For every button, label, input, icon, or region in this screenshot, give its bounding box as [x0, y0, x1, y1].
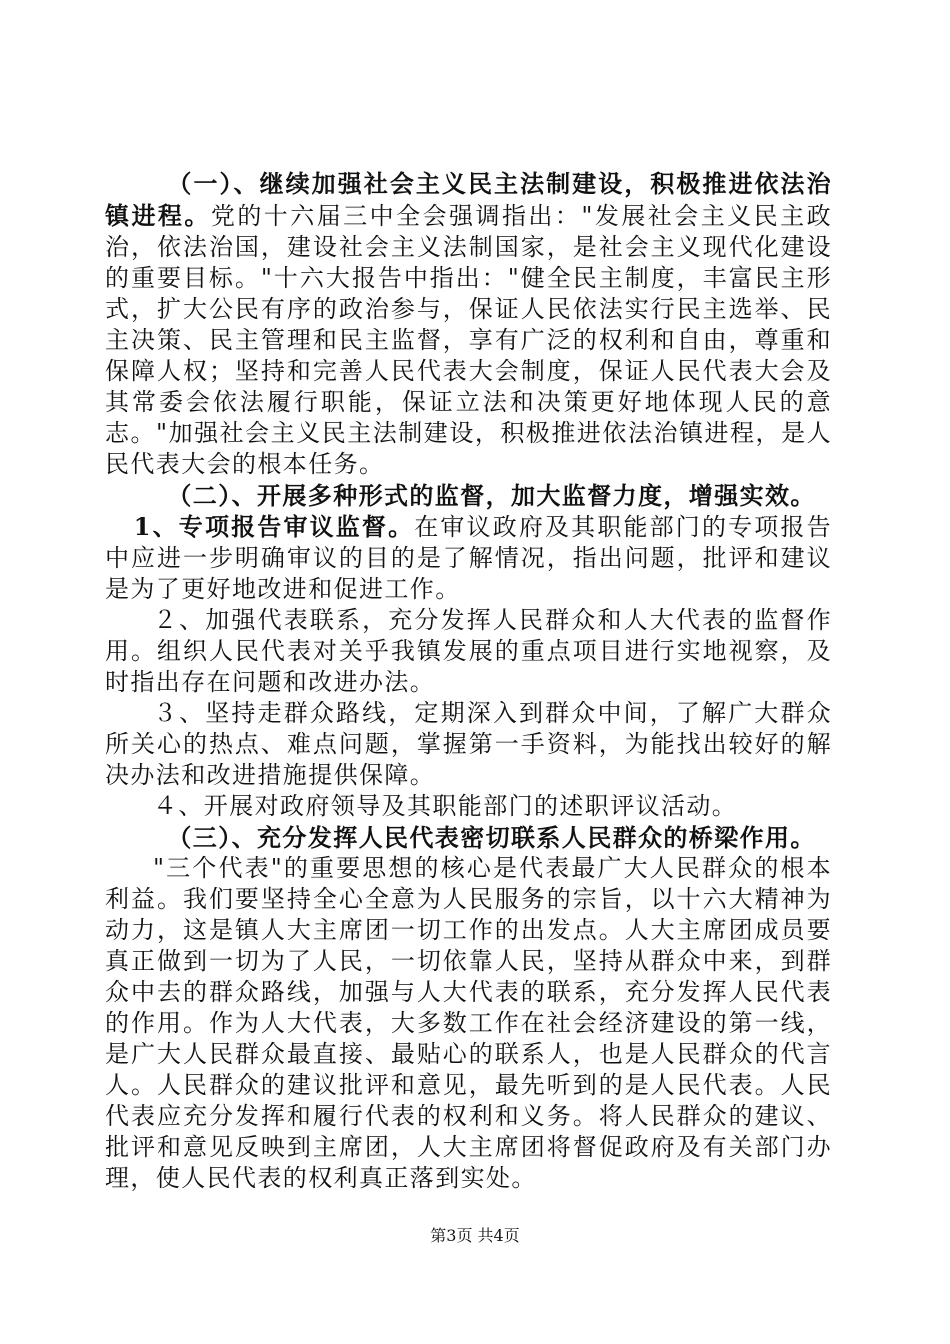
- document-page: [105, 168, 832, 1194]
- section-2-heading: （二）、开展多种形式的监督，加大监督力度，增强实效。: [167, 481, 816, 510]
- section-3-body: "三个代表"的重要思想的核心是代表最广大人民群众的根本利益。我们要坚持全心全意为人民服务的宗旨，以十六大精神为动力，这是镇人大主席团一切工作的出发点。人大主席团成员要真正做到一切为了人民，一切依靠人民，坚持从群众中来，到群众中去的群众路线，加强与人大代表的联系，充分发挥人民代表的作用。作为人大代表，大多数工作在社会经济建设的第一线，是广大人民群众最直接、最贴心的联系人，也是人民群众的代言人。人民群众的建议批评和意见，最先听到的是人民代表。人民代表应充分发挥和履行代表的权利和义务。将人民群众的建议、批评和意见反映到主席团，人大主席团将督促政府及有关部门办理，使人民代表的权利真正落到实处。: [105, 854, 832, 1192]
- section-2-item-2: ２、加强代表联系，充分发挥人民群众和人大代表的监督作用。组织人民代表对关乎我镇发展的重点项目进行实地视察，及时指出存在问题和改进办法。: [105, 606, 832, 696]
- section-2-item-1: [105, 511, 832, 605]
- section-2-item-1-body: 在审议政府及其职能部门的专项报告中应进一步明确审议的目的是了解情况，指出问题，批评和建议是为了更好地改进和促进工作。: [105, 513, 832, 603]
- section-1-paragraph: [105, 168, 832, 480]
- section-1-body: 党的十六届三中全会强调指出："发展社会主义民主政治，依法治国，建设社会主义法制国家，是社会主义现代化建设的重要目标。"十六大报告中指出："健全民主制度，丰富民主形式，扩大公民有序的政治参与，保证人民依法实行民主选举、民主决策、民主管理和民主监督，享有广泛的权利和自由，尊重和保障人权；坚持和完善人民代表大会制度，保证人民代表大会及其常委会依法履行职能，保证立法和决策更好地体现人民的意志。"加强社会主义民主法制建设，积极推进依法治镇进程，是人民代表大会的根本任务。: [105, 202, 832, 478]
- section-1-heading: （一）、继续加强社会主义民主法制建设，积极推进依法治镇进程。: [105, 169, 832, 230]
- section-2-item-4: ４、开展对政府领导及其职能部门的述职评议活动。: [153, 792, 738, 820]
- page-footer: 第3页 共4页: [430, 1226, 520, 1245]
- section-2-item-1-heading: 1、专项报告审议监督。: [133, 512, 415, 541]
- section-3-heading: （三）、充分发挥人民代表密切联系人民群众的桥梁作用。: [167, 823, 816, 852]
- section-2-item-3: ３、坚持走群众路线，定期深入到群众中间，了解广大群众所关心的热点、难点问题，掌握第一手资料，为能找出较好的解决办法和改进措施提供保障。: [105, 699, 832, 789]
